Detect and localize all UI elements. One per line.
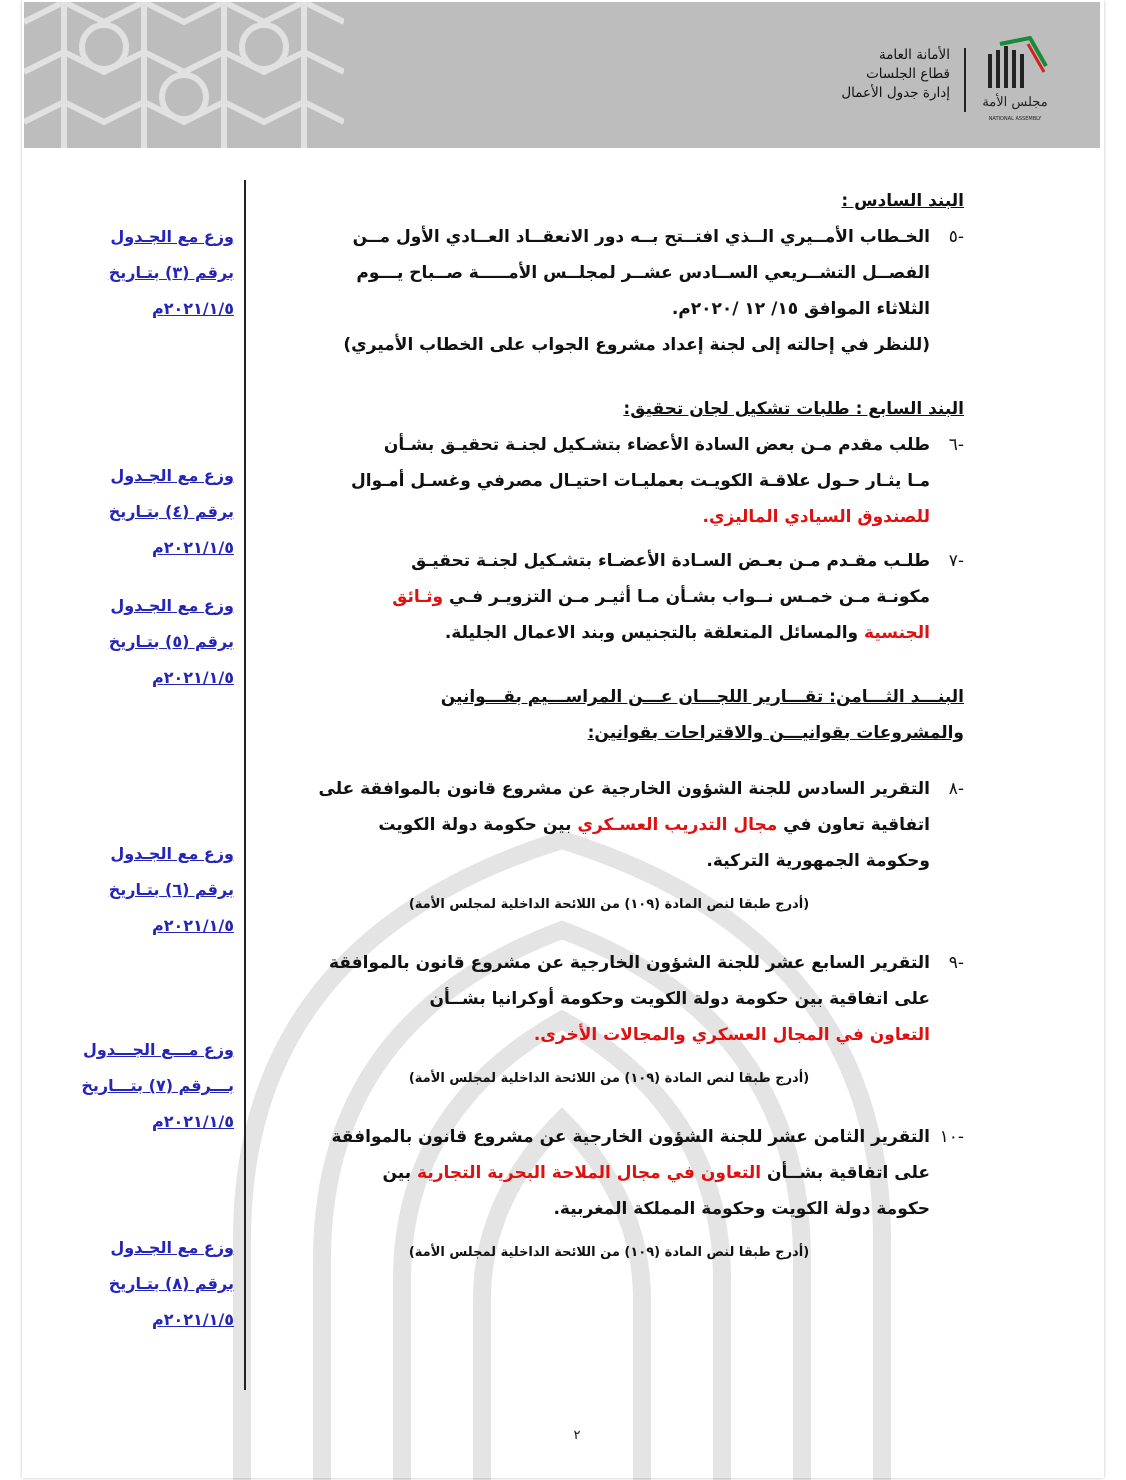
section-8-heading-line-2: والمشروعات بقوانيـــن والاقتراحات بقوانين: [587,723,964,743]
item-line: طلـب مقـدم مـن بعـض السـادة الأعضـاء بتشـكيل لجنـة تحقيـق [411,551,930,571]
dept-line-sessions-sector: قطاع الجلسات [866,66,950,82]
item-line: الفصــل التشــريعي الســادس عشــر لمجلــس الأمـــــة صــباح يـــوم [356,263,930,283]
column-divider-line [244,180,246,1390]
text-run: اتفاقية تعاون في [783,815,930,835]
regulation-note: (أدرج طبقا لنص المادة (١٠٩) من اللائحة الداخلية لمجلس الأمة) [408,897,810,912]
text-run: والمسائل المتعلقة بالتجنيس وبند الاعمال الجليلة. [444,623,859,643]
highlighted-text: التعاون في مجال الملاحة البحرية التجارية [417,1163,762,1183]
item-text [254,219,930,327]
distribution-note-date: ٢٠٢١/١/٥م [151,1112,234,1131]
highlighted-text: مجال التدريب العسـكري [577,815,778,835]
distribution-note-item-8 [62,836,234,944]
agenda-item-10 [254,1119,964,1227]
regulation-note: (أدرج طبقا لنص المادة (١٠٩) من اللائحة الداخلية لمجلس الأمة) [408,1245,810,1260]
dept-line-agenda-department: إدارة جدول الأعمال [841,85,950,101]
agenda-item-8 [254,771,964,879]
item-number: -٦ [948,435,964,455]
svg-text:مجلس الأمة: مجلس الأمة [982,95,1048,110]
agenda-item-7 [254,543,964,651]
distribution-note-line: برقم (٥) بتـاريخ [108,632,234,651]
distribution-note-date: ٢٠٢١/١/٥م [151,299,234,318]
document-page [22,0,1104,1478]
item-text [254,543,930,651]
distribution-note-item-6 [62,458,234,566]
distribution-note-date: ٢٠٢١/١/٥م [151,538,234,557]
highlighted-text: التعاون في المجال العسكري والمجالات الأخرى. [533,1025,930,1045]
item-line: مـا يثـار حـول علاقـة الكويـت بعمليـات احتيـال مصرفي وغسـل أمـوال [351,471,930,491]
distribution-note-line: برقم (٨) بتـاريخ [108,1274,234,1293]
department-lines [841,36,950,103]
highlighted-text: الجنسية [864,623,930,643]
distribution-note-line: وزع مـــع الجـــدول [83,1040,234,1059]
item-number: -٧ [948,551,964,571]
highlighted-text: للصندوق السيادي الماليزي. [702,507,930,527]
item-number: -٨ [948,779,964,799]
distribution-note-line: وزع مع الجـدول [110,227,234,246]
distribution-note-line: بـــرقم (٧) بتـــاريخ [81,1076,234,1095]
header-divider [964,48,966,112]
item-line [254,807,930,843]
distribution-note-date: ٢٠٢١/١/٥م [151,1310,234,1329]
agenda-item-5 [254,219,964,327]
distribution-note-item-9 [62,1032,234,1140]
agenda-item-9 [254,945,964,1053]
consideration-note: (للنظر في إحالته إلى لجنة إعداد مشروع الجواب على الخطاب الأميري) [343,335,930,355]
item-line: التقرير الثامن عشر للجنة الشؤون الخارجية عن مشروع قانون بالموافقة [331,1127,930,1147]
distribution-note-date: ٢٠٢١/١/٥م [151,668,234,687]
item-text [254,945,930,1053]
item-line: حكومة دولة الكويت وحكومة المملكة المغربية. [553,1199,930,1219]
page-header [24,2,1100,148]
item-text [254,1119,930,1227]
agenda-item-6 [254,427,964,535]
geometric-pattern [24,2,344,148]
item-text [254,771,930,879]
distribution-note-line: وزع مع الجـدول [110,1238,234,1257]
page-number: ٢ [573,1428,581,1443]
item-line: طلب مقدم مـن بعض السادة الأعضاء بتشـكيل لجنـة تحقيـق بشـأن [383,435,930,455]
distribution-note-line: برقم (٣) بتـاريخ [108,263,234,282]
section-7-heading: البند السابع : طلبات تشكيل لجان تحقيق: [623,399,964,419]
distribution-note-item-10 [62,1230,234,1338]
distribution-note-date: ٢٠٢١/١/٥م [151,916,234,935]
item-number: -٩ [948,953,964,973]
header-logo-block [841,36,1050,126]
distribution-note-line: وزع مع الجـدول [110,466,234,485]
item-number: -١٠ [939,1127,964,1147]
regulation-note: (أدرج طبقا لنص المادة (١٠٩) من اللائحة الداخلية لمجلس الأمة) [408,1071,810,1086]
distribution-note-line: برقم (٦) بتـاريخ [108,880,234,899]
item-line: التقرير السادس للجنة الشؤون الخارجية عن مشروع قانون بالموافقة على [318,779,930,799]
item-line [254,1155,930,1191]
item-line [254,615,930,651]
text-run: بين حكومة دولة الكويت [378,815,572,835]
item-line [254,579,930,615]
item-line: وحكومة الجمهورية التركية. [706,851,930,871]
section-8-heading-line-1: البنـــد الثـــامن: تقـــارير اللجـــان عـــن المراســـيم بقـــوانين [440,687,964,707]
distribution-note-line: وزع مع الجـدول [110,844,234,863]
item-number: -٥ [948,227,964,247]
text-run: مكونـة مـن خمـس نــواب بشـأن مـا أثيـر مـن التزويـر فـي [448,587,930,607]
text-run: على اتفاقية بشــأن [767,1163,930,1183]
item-line: الثلاثاء الموافق ١٥/ ١٢ /٢٠٢٠م. [671,299,930,319]
item-text [254,427,930,535]
national-assembly-logo-icon [980,36,1050,126]
svg-text:NATIONAL ASSEMBLY: NATIONAL ASSEMBLY [988,116,1042,122]
agenda-main-column [254,183,964,1265]
distribution-note-item-5 [62,219,234,327]
item-line: الخـطاب الأمــيري الــذي افتــتح بــه دور الانعقــاد العــادي الأول مــن [352,227,930,247]
item-line: التقرير السابع عشر للجنة الشؤون الخارجية عن مشروع قانون بالموافقة [328,953,930,973]
highlighted-text: وثـائق [392,587,444,607]
item-line: على اتفاقية بين حكومة دولة الكويت وحكومة أوكرانيا بشــأن [429,989,930,1009]
distribution-note-line: وزع مع الجـدول [110,596,234,615]
distribution-note-line: برقم (٤) بتـاريخ [108,502,234,521]
text-run: بين [382,1163,412,1183]
section-6-heading: البند السادس : [841,191,964,211]
dept-line-general-secretariat: الأمانة العامة [878,47,950,63]
distribution-note-item-7 [62,588,234,696]
